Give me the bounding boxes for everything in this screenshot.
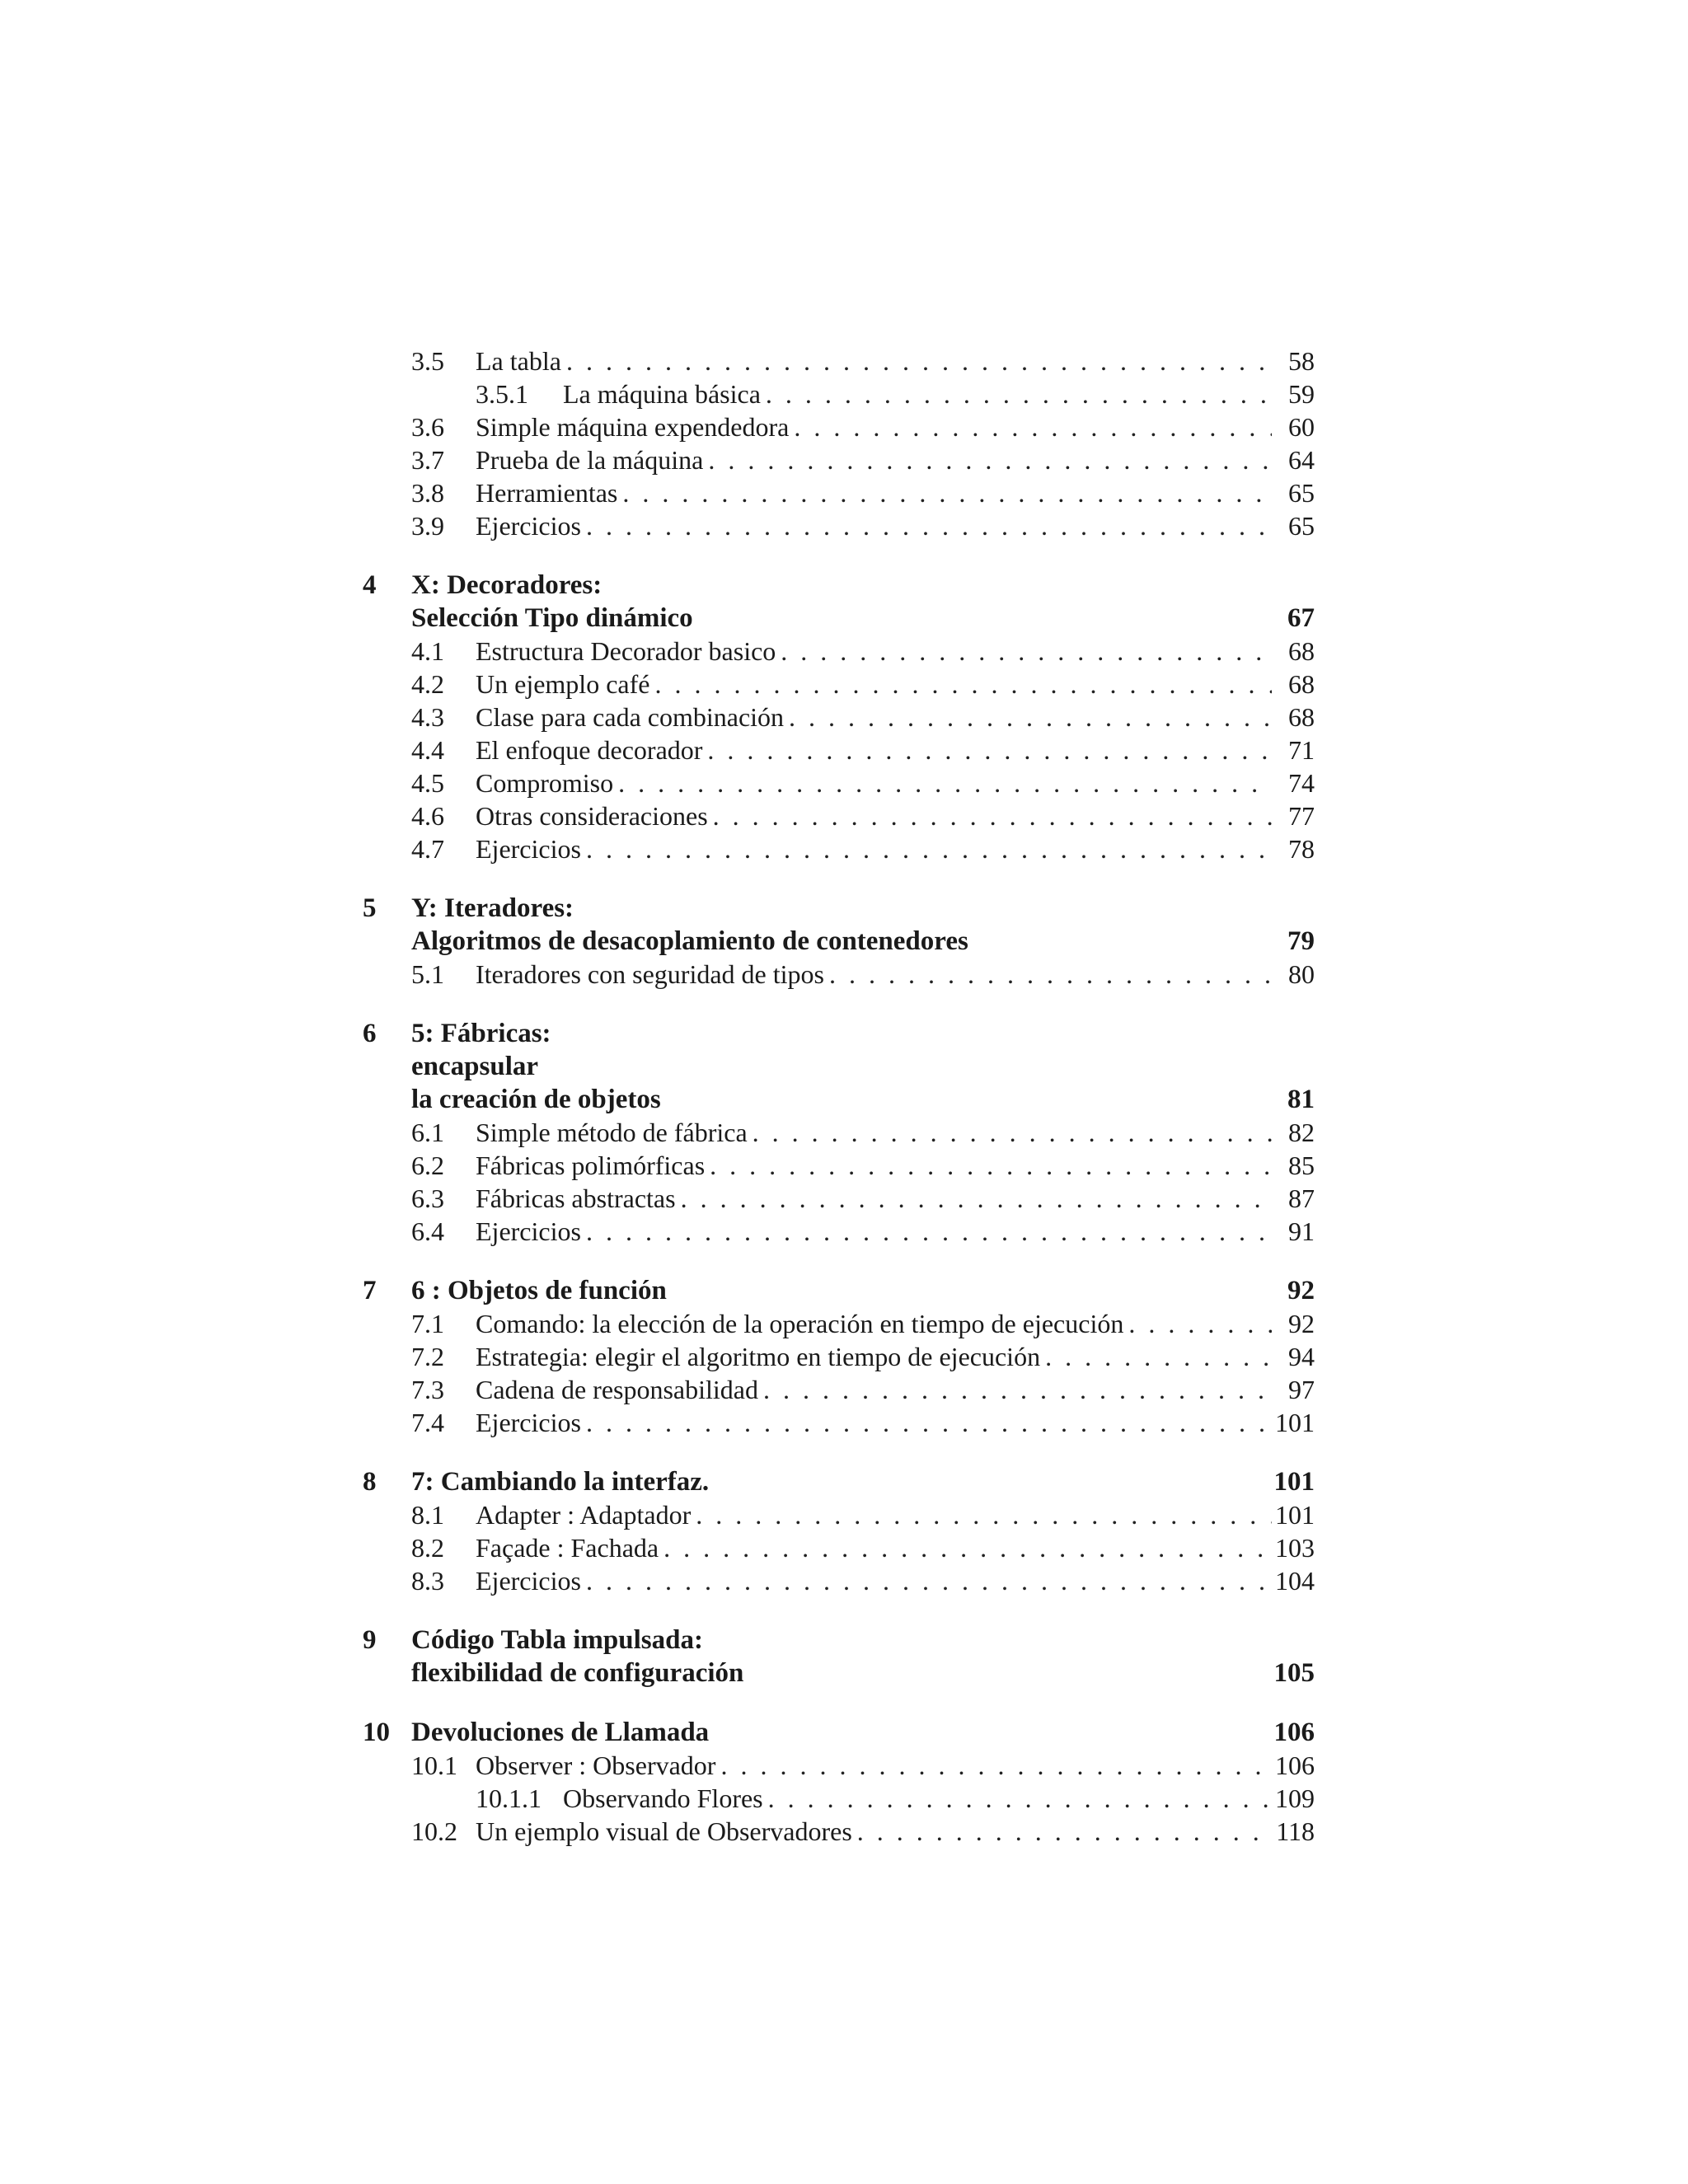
toc-section-entry[interactable] (363, 377, 1315, 410)
toc-section-entry[interactable] (363, 958, 1315, 991)
section-title: La máquina básica (563, 379, 761, 409)
section-title: Ejercicios (476, 1216, 581, 1246)
dot-leader (586, 1406, 1272, 1439)
section-number: 3.7 (411, 445, 444, 475)
section-page-number: 87 (1288, 1183, 1315, 1213)
section-title: Observer : Observador (476, 1750, 716, 1780)
toc-section-entry[interactable] (363, 1815, 1315, 1848)
dot-leader (708, 443, 1272, 476)
toc-chapter (363, 1465, 1315, 1597)
section-page-number: 109 (1275, 1783, 1315, 1813)
section-page-number: 65 (1288, 478, 1315, 508)
dot-leader (763, 1373, 1272, 1406)
chapter-heading-line[interactable] (363, 569, 1315, 602)
chapter-title: X: Decoradores: (411, 570, 603, 600)
chapter-heading-line[interactable] (363, 1017, 1315, 1050)
section-number: 6.2 (411, 1151, 444, 1180)
section-title: Un ejemplo visual de Observadores (476, 1816, 852, 1846)
section-number: 4.7 (411, 834, 444, 864)
table-of-contents (363, 344, 1315, 1848)
section-number: 7.4 (411, 1408, 444, 1437)
section-title: Simple método de fábrica (476, 1118, 748, 1147)
section-title: Prueba de la máquina (476, 445, 704, 475)
dot-leader (753, 1116, 1272, 1149)
section-number: 10.1.1 (476, 1783, 542, 1813)
toc-chapter (363, 1716, 1315, 1848)
toc-section-entry[interactable] (363, 668, 1315, 701)
section-page-number: 60 (1288, 412, 1315, 442)
section-number: 7.2 (411, 1342, 444, 1371)
section-page-number: 103 (1275, 1533, 1315, 1563)
dot-leader (618, 766, 1272, 799)
section-number: 4.1 (411, 636, 444, 666)
section-title: Estrategia: elegir el algoritmo en tiempo de ejecución (476, 1342, 1041, 1371)
toc-section-entry[interactable] (363, 1340, 1315, 1373)
chapter-heading-line[interactable] (363, 1050, 1315, 1083)
section-title: La tabla (476, 346, 561, 376)
section-page-number: 78 (1288, 834, 1315, 864)
dot-leader (707, 733, 1272, 766)
dot-leader (1045, 1340, 1272, 1373)
section-page-number: 91 (1288, 1216, 1315, 1246)
chapter-number: 8 (363, 1467, 377, 1497)
section-number: 6.4 (411, 1216, 444, 1246)
dot-leader (857, 1815, 1272, 1848)
dot-leader (720, 1749, 1272, 1782)
chapter-title: 6 : Objetos de función (411, 1276, 667, 1305)
section-page-number: 101 (1275, 1408, 1315, 1437)
section-number: 10.1 (411, 1750, 457, 1780)
chapter-number: 5 (363, 893, 377, 923)
section-title: Otras consideraciones (476, 801, 708, 831)
section-number: 10.2 (411, 1816, 457, 1846)
chapter-title: Devoluciones de Llamada (411, 1718, 710, 1747)
section-title: Observando Flores (563, 1783, 763, 1813)
toc-chapter (363, 569, 1315, 865)
toc-section-entry[interactable] (363, 443, 1315, 476)
dot-leader (789, 701, 1272, 733)
section-number: 4.5 (411, 768, 444, 798)
section-number: 7.1 (411, 1309, 444, 1338)
toc-section-entry[interactable] (363, 1531, 1315, 1564)
section-number: 4.3 (411, 702, 444, 732)
chapter-heading-line[interactable] (363, 892, 1315, 925)
dot-leader (766, 377, 1272, 410)
toc-chapter (363, 1274, 1315, 1439)
toc-section-entry[interactable] (363, 1782, 1315, 1815)
dot-leader (1128, 1307, 1272, 1340)
toc-section-entry[interactable] (363, 476, 1315, 509)
chapter-title: 7: Cambiando la interfaz. (411, 1467, 710, 1497)
chapter-page-number: 81 (1287, 1085, 1315, 1114)
section-title: Estructura Decorador basico (476, 636, 776, 666)
toc-section-entry[interactable] (363, 701, 1315, 733)
section-page-number: 82 (1288, 1118, 1315, 1147)
dot-leader (663, 1531, 1272, 1564)
section-number: 7.3 (411, 1375, 444, 1404)
toc-section-entry[interactable] (363, 799, 1315, 832)
chapter-title: Y: Iteradores: (411, 893, 574, 923)
chapter-title: Algoritmos de desacoplamiento de contenedores (411, 926, 968, 956)
section-page-number: 106 (1275, 1750, 1315, 1780)
chapter-heading-line[interactable] (363, 925, 1315, 958)
section-page-number: 77 (1288, 801, 1315, 831)
dot-leader (681, 1182, 1272, 1215)
dot-leader (781, 635, 1272, 668)
section-page-number: 65 (1288, 511, 1315, 541)
dot-leader (566, 344, 1272, 377)
section-title: Fábricas polimórficas (476, 1151, 706, 1180)
section-number: 3.8 (411, 478, 444, 508)
section-page-number: 101 (1275, 1500, 1315, 1530)
chapter-page-number: 79 (1287, 926, 1315, 956)
toc-section-entry[interactable] (363, 1307, 1315, 1340)
section-title: Clase para cada combinación (476, 702, 785, 732)
section-number: 8.2 (411, 1533, 444, 1563)
section-title: El enfoque decorador (476, 735, 703, 765)
section-page-number: 71 (1288, 735, 1315, 765)
section-number: 4.2 (411, 669, 444, 699)
section-page-number: 59 (1288, 379, 1315, 409)
section-page-number: 68 (1288, 702, 1315, 732)
toc-section-entry[interactable] (363, 509, 1315, 542)
toc-section-entry[interactable] (363, 733, 1315, 766)
section-page-number: 68 (1288, 669, 1315, 699)
chapter-title: Código Tabla impulsada: (411, 1625, 703, 1655)
chapter-heading-line[interactable] (363, 1657, 1315, 1690)
section-title: Ejercicios (476, 511, 581, 541)
section-title: Façade : Fachada (476, 1533, 659, 1563)
chapter-title: encapsular (411, 1052, 539, 1081)
chapter-title: flexibilidad de configuración (411, 1658, 744, 1688)
section-number: 8.1 (411, 1500, 444, 1530)
section-number: 3.9 (411, 511, 444, 541)
section-title: Ejercicios (476, 1566, 581, 1596)
toc-section-entry[interactable] (363, 1182, 1315, 1215)
dot-leader (586, 1564, 1272, 1597)
section-title: Ejercicios (476, 834, 581, 864)
section-title: Comando: la elección de la operación en tiempo de ejecución (476, 1309, 1124, 1338)
chapter-heading-line[interactable] (363, 1274, 1315, 1307)
toc-section-entry[interactable] (363, 1215, 1315, 1248)
section-page-number: 97 (1288, 1375, 1315, 1404)
dot-leader (586, 832, 1272, 865)
chapter-heading-line[interactable] (363, 602, 1315, 635)
section-page-number: 104 (1275, 1566, 1315, 1596)
toc-section-entry[interactable] (363, 1406, 1315, 1439)
section-title: Compromiso (476, 768, 614, 798)
dot-leader (622, 476, 1272, 509)
toc-section-entry[interactable] (363, 1373, 1315, 1406)
section-page-number: 118 (1276, 1816, 1315, 1846)
section-page-number: 68 (1288, 636, 1315, 666)
section-page-number: 58 (1288, 346, 1315, 376)
section-page-number: 85 (1288, 1151, 1315, 1180)
section-title: Herramientas (476, 478, 618, 508)
chapter-number: 10 (363, 1718, 390, 1747)
section-title: Adapter : Adaptador (476, 1500, 692, 1530)
section-page-number: 80 (1288, 959, 1315, 989)
section-number: 3.6 (411, 412, 444, 442)
section-title: Cadena de responsabilidad (476, 1375, 758, 1404)
section-title: Iteradores con seguridad de tipos (476, 959, 824, 989)
toc-chapter (363, 1624, 1315, 1690)
section-page-number: 64 (1288, 445, 1315, 475)
dot-leader (794, 410, 1272, 443)
section-title: Simple máquina expendedora (476, 412, 790, 442)
toc-section-entry[interactable] (363, 1498, 1315, 1531)
dot-leader (713, 799, 1272, 832)
toc-section-entry[interactable] (363, 1116, 1315, 1149)
toc-section-entry[interactable] (363, 1149, 1315, 1182)
section-number: 4.4 (411, 735, 444, 765)
section-number: 6.1 (411, 1118, 444, 1147)
toc-section-entry[interactable] (363, 635, 1315, 668)
chapter-title: Selección Tipo dinámico (411, 603, 693, 633)
section-page-number: 92 (1288, 1309, 1315, 1338)
chapter-title: la creación de objetos (411, 1085, 661, 1114)
section-title: Fábricas abstractas (476, 1183, 676, 1213)
section-number: 3.5 (411, 346, 444, 376)
chapter-number: 4 (363, 570, 377, 600)
section-page-number: 74 (1288, 768, 1315, 798)
chapter-heading-line[interactable] (363, 1624, 1315, 1657)
section-number: 4.6 (411, 801, 444, 831)
section-number: 6.3 (411, 1183, 444, 1213)
chapter-heading-line[interactable] (363, 1083, 1315, 1116)
toc-chapter (363, 1017, 1315, 1248)
chapter-number: 7 (363, 1276, 377, 1305)
section-number: 3.5.1 (476, 379, 528, 409)
section-page-number: 94 (1288, 1342, 1315, 1371)
chapter-page-number: 101 (1273, 1467, 1315, 1497)
toc-section-entry[interactable] (363, 1564, 1315, 1597)
toc-section-entry[interactable] (363, 410, 1315, 443)
section-number: 5.1 (411, 959, 444, 989)
chapter-page-number: 67 (1287, 603, 1315, 633)
dot-leader (654, 668, 1272, 701)
chapter-title: 5: Fábricas: (411, 1019, 551, 1048)
dot-leader (586, 509, 1272, 542)
toc-section-entry[interactable] (363, 1749, 1315, 1782)
dot-leader (696, 1498, 1272, 1531)
toc-section-entry[interactable] (363, 344, 1315, 377)
chapter-page-number: 92 (1287, 1276, 1315, 1305)
toc-section-entry[interactable] (363, 832, 1315, 865)
toc-chapter (363, 892, 1315, 991)
toc-section-entry[interactable] (363, 766, 1315, 799)
chapter-page-number: 105 (1273, 1658, 1315, 1688)
dot-leader (768, 1782, 1272, 1815)
dot-leader (586, 1215, 1272, 1248)
chapter-number: 6 (363, 1019, 377, 1048)
dot-leader (710, 1149, 1272, 1182)
section-title: Un ejemplo café (476, 669, 650, 699)
chapter-heading-line[interactable] (363, 1716, 1315, 1749)
chapter-heading-line[interactable] (363, 1465, 1315, 1498)
chapter-number: 9 (363, 1625, 377, 1655)
dot-leader (829, 958, 1272, 991)
chapter-page-number: 106 (1273, 1718, 1315, 1747)
section-number: 8.3 (411, 1566, 444, 1596)
section-title: Ejercicios (476, 1408, 581, 1437)
